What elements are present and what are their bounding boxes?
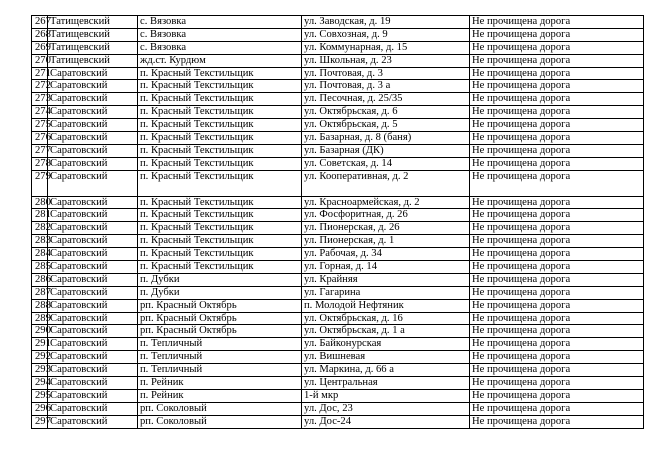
document-page: [31, 15, 644, 429]
status-cell: Не прочищена дорога: [470, 389, 644, 402]
settlement-cell: п. Красный Текстильщик: [138, 106, 302, 119]
status-cell: Не прочищена дорога: [470, 119, 644, 132]
district-cell: Саратовский: [48, 222, 138, 235]
row-number: 275: [32, 119, 48, 132]
status-cell: Не прочищена дорога: [470, 338, 644, 351]
district-cell: Саратовский: [48, 119, 138, 132]
table-row: [32, 28, 644, 41]
status-cell: Не прочищена дорога: [470, 364, 644, 377]
status-cell: Не прочищена дорога: [470, 273, 644, 286]
status-cell: Не прочищена дорога: [470, 80, 644, 93]
table-row: [32, 54, 644, 67]
settlement-cell: с. Вязовка: [138, 16, 302, 29]
address-cell: ул. Рабочая, д. 34: [302, 248, 470, 261]
address-cell: ул. Октябрьская, д. 5: [302, 119, 470, 132]
address-cell: ул. Гагарина: [302, 286, 470, 299]
row-number: 294: [32, 377, 48, 390]
settlement-cell: рп. Соколовый: [138, 415, 302, 428]
settlement-cell: п. Рейник: [138, 377, 302, 390]
status-cell: Не прочищена дорога: [470, 16, 644, 29]
table-row: [32, 157, 644, 170]
settlement-cell: п. Красный Текстильщик: [138, 261, 302, 274]
table-row: [32, 248, 644, 261]
status-cell: Не прочищена дорога: [470, 286, 644, 299]
district-cell: Саратовский: [48, 157, 138, 170]
settlement-cell: с. Вязовка: [138, 28, 302, 41]
table-row: [32, 132, 644, 145]
address-cell: ул. Заводская, д. 19: [302, 16, 470, 29]
row-number: 296: [32, 402, 48, 415]
settlement-cell: с. Вязовка: [138, 41, 302, 54]
table-row: [32, 273, 644, 286]
district-cell: Саратовский: [48, 299, 138, 312]
status-cell: Не прочищена дорога: [470, 28, 644, 41]
table-row: [32, 144, 644, 157]
roads-table: [31, 15, 644, 429]
address-cell: ул. Базарная, д. 8 (баня): [302, 132, 470, 145]
table-row: [32, 80, 644, 93]
status-cell: Не прочищена дорога: [470, 299, 644, 312]
address-cell: 1-й мкр: [302, 389, 470, 402]
roads-table-body: [32, 16, 644, 429]
status-cell: Не прочищена дорога: [470, 54, 644, 67]
row-number: 287: [32, 286, 48, 299]
district-cell: Саратовский: [48, 377, 138, 390]
settlement-cell: рп. Красный Октябрь: [138, 299, 302, 312]
table-row: [32, 338, 644, 351]
table-row: [32, 389, 644, 402]
district-cell: Татищевский: [48, 41, 138, 54]
address-cell: ул. Октябрьская, д. 1 а: [302, 325, 470, 338]
status-cell: Не прочищена дорога: [470, 41, 644, 54]
table-row: [32, 402, 644, 415]
row-number: 280: [32, 196, 48, 209]
row-number: 273: [32, 93, 48, 106]
settlement-cell: рп. Красный Октябрь: [138, 325, 302, 338]
row-number: 285: [32, 261, 48, 274]
address-cell: ул. Дос, 23: [302, 402, 470, 415]
district-cell: Саратовский: [48, 415, 138, 428]
address-cell: ул. Байконурская: [302, 338, 470, 351]
settlement-cell: п. Красный Текстильщик: [138, 157, 302, 170]
settlement-cell: п. Тепличный: [138, 351, 302, 364]
row-number: 277: [32, 144, 48, 157]
address-cell: ул. Фосфоритная, д. 26: [302, 209, 470, 222]
district-cell: Саратовский: [48, 325, 138, 338]
district-cell: Саратовский: [48, 235, 138, 248]
table-row: [32, 325, 644, 338]
row-number: 291: [32, 338, 48, 351]
settlement-cell: п. Красный Текстильщик: [138, 196, 302, 209]
row-number: 270: [32, 54, 48, 67]
status-cell: Не прочищена дорога: [470, 93, 644, 106]
table-row: [32, 67, 644, 80]
district-cell: Саратовский: [48, 196, 138, 209]
status-cell: Не прочищена дорога: [470, 144, 644, 157]
settlement-cell: п. Рейник: [138, 389, 302, 402]
address-cell: ул. Базарная (ДК): [302, 144, 470, 157]
settlement-cell: п. Красный Текстильщик: [138, 119, 302, 132]
settlement-cell: п. Красный Текстильщик: [138, 170, 302, 196]
row-number: 278: [32, 157, 48, 170]
district-cell: Татищевский: [48, 28, 138, 41]
address-cell: ул. Совхозная, д. 9: [302, 28, 470, 41]
status-cell: Не прочищена дорога: [470, 351, 644, 364]
district-cell: Саратовский: [48, 402, 138, 415]
table-row: [32, 106, 644, 119]
status-cell: Не прочищена дорога: [470, 157, 644, 170]
district-cell: Саратовский: [48, 312, 138, 325]
district-cell: Саратовский: [48, 351, 138, 364]
address-cell: ул. Октябрьская, д. 16: [302, 312, 470, 325]
status-cell: Не прочищена дорога: [470, 222, 644, 235]
table-row: [32, 415, 644, 428]
status-cell: Не прочищена дорога: [470, 235, 644, 248]
table-row: [32, 170, 644, 196]
district-cell: Саратовский: [48, 389, 138, 402]
address-cell: ул. Песочная, д. 25/35: [302, 93, 470, 106]
district-cell: Саратовский: [48, 144, 138, 157]
status-cell: Не прочищена дорога: [470, 132, 644, 145]
address-cell: п. Молодой Нефтяник: [302, 299, 470, 312]
status-cell: Не прочищена дорога: [470, 196, 644, 209]
district-cell: Саратовский: [48, 170, 138, 196]
address-cell: ул. Почтовая, д. 3: [302, 67, 470, 80]
district-cell: Татищевский: [48, 16, 138, 29]
row-number: 281: [32, 209, 48, 222]
table-row: [32, 196, 644, 209]
district-cell: Саратовский: [48, 132, 138, 145]
address-cell: ул. Коммунарная, д. 15: [302, 41, 470, 54]
address-cell: ул. Почтовая, д. 3 а: [302, 80, 470, 93]
row-number: 267: [32, 16, 48, 29]
status-cell: Не прочищена дорога: [470, 67, 644, 80]
district-cell: Саратовский: [48, 286, 138, 299]
table-row: [32, 41, 644, 54]
table-row: [32, 93, 644, 106]
district-cell: Саратовский: [48, 106, 138, 119]
district-cell: Саратовский: [48, 273, 138, 286]
table-row: [32, 299, 644, 312]
settlement-cell: п. Красный Текстильщик: [138, 222, 302, 235]
row-number: 293: [32, 364, 48, 377]
status-cell: Не прочищена дорога: [470, 312, 644, 325]
address-cell: ул. Красноармейская, д. 2: [302, 196, 470, 209]
row-number: 274: [32, 106, 48, 119]
settlement-cell: п. Красный Текстильщик: [138, 209, 302, 222]
address-cell: ул. Советская, д. 14: [302, 157, 470, 170]
status-cell: Не прочищена дорога: [470, 261, 644, 274]
settlement-cell: п. Красный Текстильщик: [138, 80, 302, 93]
settlement-cell: п. Дубки: [138, 286, 302, 299]
settlement-cell: рп. Красный Октябрь: [138, 312, 302, 325]
settlement-cell: п. Дубки: [138, 273, 302, 286]
row-number: 292: [32, 351, 48, 364]
status-cell: Не прочищена дорога: [470, 415, 644, 428]
address-cell: ул. Дос-24: [302, 415, 470, 428]
row-number: 297: [32, 415, 48, 428]
row-number: 282: [32, 222, 48, 235]
table-row: [32, 209, 644, 222]
settlement-cell: п. Тепличный: [138, 338, 302, 351]
status-cell: Не прочищена дорога: [470, 248, 644, 261]
address-cell: ул. Октябрьская, д. 6: [302, 106, 470, 119]
table-row: [32, 119, 644, 132]
table-row: [32, 377, 644, 390]
table-row: [32, 235, 644, 248]
table-row: [32, 286, 644, 299]
address-cell: ул. Горная, д. 14: [302, 261, 470, 274]
row-number: 290: [32, 325, 48, 338]
address-cell: ул. Вишневая: [302, 351, 470, 364]
table-row: [32, 364, 644, 377]
row-number: 279: [32, 170, 48, 196]
settlement-cell: п. Красный Текстильщик: [138, 132, 302, 145]
row-number: 268: [32, 28, 48, 41]
row-number: 288: [32, 299, 48, 312]
row-number: 286: [32, 273, 48, 286]
address-cell: ул. Пионерская, д. 26: [302, 222, 470, 235]
district-cell: Саратовский: [48, 338, 138, 351]
status-cell: Не прочищена дорога: [470, 170, 644, 196]
settlement-cell: п. Красный Текстильщик: [138, 144, 302, 157]
district-cell: Саратовский: [48, 67, 138, 80]
row-number: 269: [32, 41, 48, 54]
row-number: 283: [32, 235, 48, 248]
status-cell: Не прочищена дорога: [470, 377, 644, 390]
district-cell: Саратовский: [48, 364, 138, 377]
status-cell: Не прочищена дорога: [470, 106, 644, 119]
table-row: [32, 16, 644, 29]
district-cell: Саратовский: [48, 261, 138, 274]
settlement-cell: п. Красный Текстильщик: [138, 248, 302, 261]
table-row: [32, 351, 644, 364]
status-cell: Не прочищена дорога: [470, 402, 644, 415]
district-cell: Саратовский: [48, 209, 138, 222]
status-cell: Не прочищена дорога: [470, 325, 644, 338]
settlement-cell: п. Красный Текстильщик: [138, 67, 302, 80]
row-number: 271: [32, 67, 48, 80]
address-cell: ул. Школьная, д. 23: [302, 54, 470, 67]
address-cell: ул. Крайняя: [302, 273, 470, 286]
address-cell: ул. Центральная: [302, 377, 470, 390]
district-cell: Саратовский: [48, 93, 138, 106]
settlement-cell: п. Красный Текстильщик: [138, 93, 302, 106]
settlement-cell: жд.ст. Курдюм: [138, 54, 302, 67]
row-number: 284: [32, 248, 48, 261]
district-cell: Саратовский: [48, 80, 138, 93]
row-number: 272: [32, 80, 48, 93]
row-number: 295: [32, 389, 48, 402]
address-cell: ул. Пионерская, д. 1: [302, 235, 470, 248]
district-cell: Татищевский: [48, 54, 138, 67]
settlement-cell: п. Красный Текстильщик: [138, 235, 302, 248]
row-number: 276: [32, 132, 48, 145]
address-cell: ул. Маркина, д. 66 а: [302, 364, 470, 377]
row-number: 289: [32, 312, 48, 325]
table-row: [32, 312, 644, 325]
table-row: [32, 222, 644, 235]
table-row: [32, 261, 644, 274]
address-cell: ул. Кооперативная, д. 2: [302, 170, 470, 196]
status-cell: Не прочищена дорога: [470, 209, 644, 222]
settlement-cell: рп. Соколовый: [138, 402, 302, 415]
district-cell: Саратовский: [48, 248, 138, 261]
settlement-cell: п. Тепличный: [138, 364, 302, 377]
